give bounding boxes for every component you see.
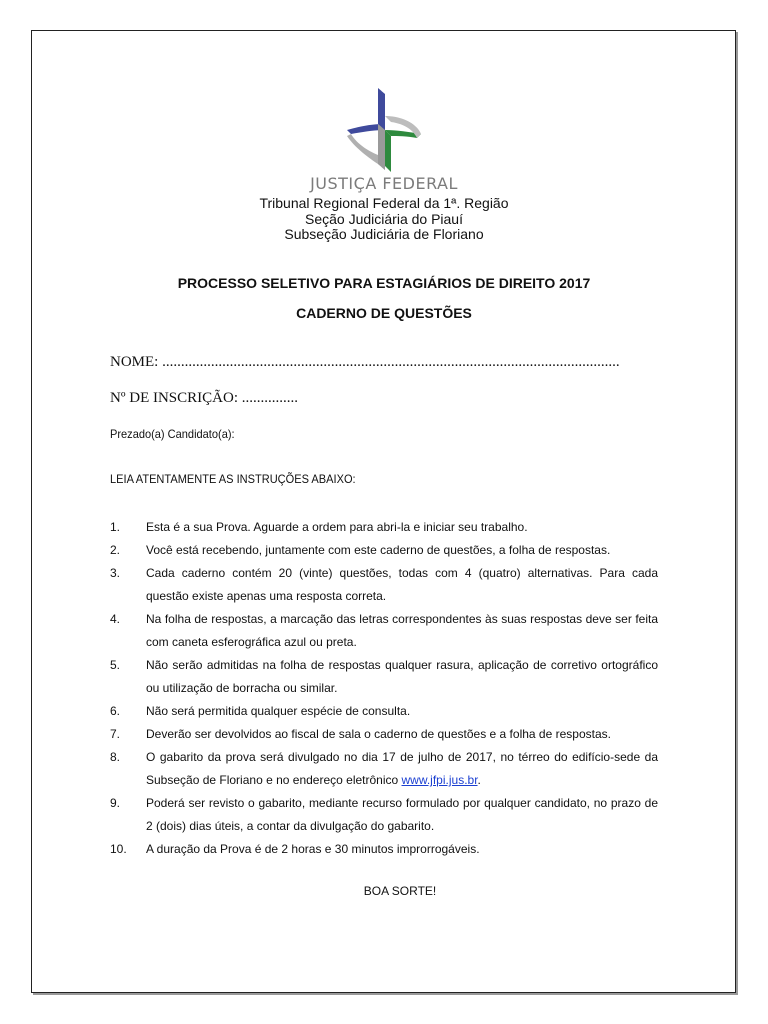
instruction-number: 1. (110, 520, 121, 534)
instruction-text: Não serão admitidas na folha de respostas qualquer rasura, aplicação de corretivo ortográfico ou utilização de borracha ou similar. (146, 658, 658, 695)
greeting: Prezado(a) Candidato(a): (110, 427, 235, 441)
instruction-text: Poderá ser revisto o gabarito, mediante recurso formulado por qualquer candidato, no prazo de 2 (dois) dias úteis, a contar da divulgação do gabarito. (146, 796, 658, 833)
instruction-number: 8. (110, 750, 121, 764)
instruction-item (110, 838, 658, 861)
justica-federal-logo-icon (345, 86, 425, 176)
instruction-item (110, 746, 658, 792)
instruction-item (110, 562, 658, 608)
instruction-text: O gabarito da prova será divulgado no dia 17 de julho de 2017, no térreo do edifício-sede da Subseção de Floriano e no endereço eletrônico (146, 750, 658, 787)
document-title: PROCESSO SELETIVO PARA ESTAGIÁRIOS DE DIREITO 2017 (177, 275, 591, 291)
instruction-item (110, 608, 658, 654)
section-name: Seção Judiciária do Piauí (305, 211, 463, 227)
inscription-field: Nº DE INSCRIÇÃO: ............... (110, 390, 298, 406)
instruction-number: 5. (110, 658, 121, 672)
website-link[interactable]: www.jfpi.jus.br (401, 773, 478, 787)
name-field: NOME: .......................................................................................................................... (110, 354, 620, 370)
instruction-text: Não será permitida qualquer espécie de consulta. (146, 704, 411, 718)
instruction-text: Você está recebendo, juntamente com este caderno de questões, a folha de respostas. (146, 543, 611, 557)
instruction-number: 4. (110, 612, 121, 626)
instruction-item (110, 792, 658, 838)
instruction-text: Cada caderno contém 20 (vinte) questões, todas com 4 (quatro) alternativas. Para cada questão existe apenas uma resposta correta. (146, 566, 658, 603)
instruction-number: 7. (110, 727, 121, 741)
instruction-item (110, 723, 658, 746)
instruction-number: 3. (110, 566, 121, 580)
instruction-item (110, 516, 658, 539)
closing-text: BOA SORTE! (363, 884, 437, 898)
instruction-text: Na folha de respostas, a marcação das letras correspondentes às suas respostas deve ser feita com caneta esferográfica azul ou preta. (146, 612, 658, 649)
instruction-item (110, 700, 658, 723)
court-name: Tribunal Regional Federal da 1ª. Região (259, 195, 509, 211)
instructions-list (110, 516, 658, 861)
instruction-text: Deverão ser devolvidos ao fiscal de sala o caderno de questões e a folha de respostas. (146, 727, 611, 741)
instruction-number: 6. (110, 704, 121, 718)
subsection-name: Subseção Judiciária de Floriano (284, 226, 484, 242)
instruction-text: A duração da Prova é de 2 horas e 30 minutos improrrogáveis. (146, 842, 480, 856)
instruction-number: 10. (110, 842, 127, 856)
instruction-item (110, 539, 658, 562)
instruction-text: Esta é a sua Prova. Aguarde a ordem para abri-la e iniciar seu trabalho. (146, 520, 528, 534)
logo-text: JUSTIÇA FEDERAL (310, 174, 458, 193)
instruction-number: 9. (110, 796, 121, 810)
instruction-number: 2. (110, 543, 121, 557)
instruction-item (110, 654, 658, 700)
instruction-suffix: . (477, 773, 481, 787)
document-subtitle: CADERNO DE QUESTÕES (296, 305, 472, 321)
instructions-heading: LEIA ATENTAMENTE AS INSTRUÇÕES ABAIXO: (110, 472, 356, 486)
